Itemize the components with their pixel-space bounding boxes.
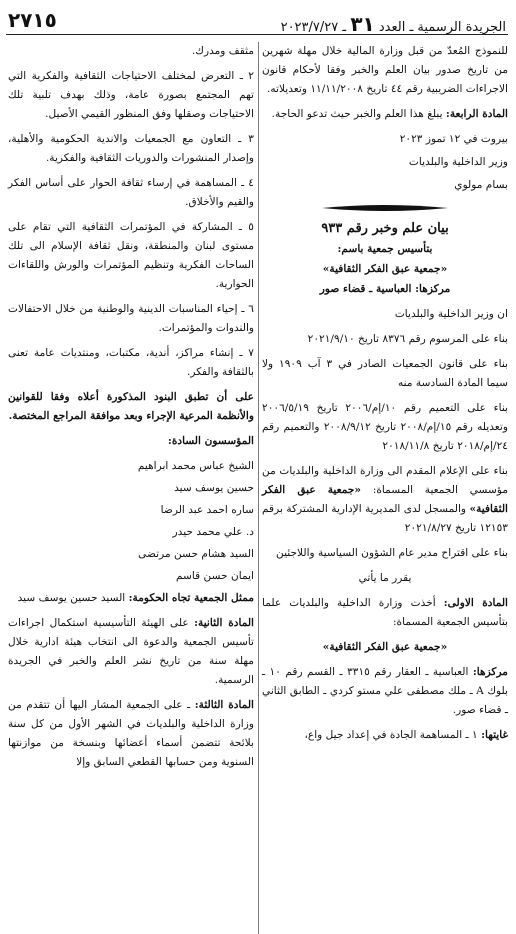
notice-title: بيان علم وخبر رقم ٩٣٣ (321, 221, 449, 236)
recital-1: بناء على المرسوم رقم ٨٣٧٦ تاريخ ٢٠٢١/٩/١٠ (307, 333, 508, 345)
notice-subtitle: بتأسيس جمعية باسم: (337, 243, 433, 255)
article-1-text: أخذت وزارة الداخلية والبلديات علما بتأسيس الجمعية المسماة: (262, 597, 508, 628)
article-4 (262, 105, 508, 124)
association-name-2: «جمعية عبق الفكر الثقافية» (322, 641, 448, 653)
issue-number: ٣١ (350, 12, 375, 36)
recital-4-assoc-name: «جمعية عبق الفكر الثقافية» (262, 484, 508, 515)
goal-item-3: ٣ ـ التعاون مع الجمعيات والاندية الحكومية والأهلية، وإصدار المنشورات والدوريات الثقافية والفكرية. (8, 133, 254, 164)
article-2-label: المادة الثانية: (194, 617, 254, 629)
page-header (8, 8, 506, 34)
hq-text: العباسية ـ العقار رقم ٣٣١٥ ـ القسم رقم ١٠ ـ بلوك A ـ ملك مصطفى علي مستو كردي ـ الطابق الثاني ـ قضاء صور. (262, 666, 508, 716)
goals-paragraph (262, 726, 508, 745)
goals-text: ١ ـ المساهمة الجادة في إعداد جيل واع، (304, 729, 482, 741)
article-2 (8, 614, 254, 690)
goal-item-2: ٢ ـ التعرض لمختلف الاحتياجات الثقافية والفكرية التي تهم المجتمع بصورة عامة، وذلك بهدف تلبية تلك الاحتياجات وصقلها وفق المنظور القيمي الأصيل. (8, 70, 254, 120)
goal-item-6: ٦ ـ إحياء المناسبات الدينية والوطنية من خلال الاحتفالات والندوات والمؤتمرات. (8, 303, 254, 334)
minister-title: وزير الداخلية والبلديات (408, 156, 508, 168)
recital-4 (262, 462, 508, 538)
founder-name: السيد هشام حسن مرتضى (138, 548, 254, 560)
article-1 (262, 594, 508, 632)
recital-4-text-a: بناء على الإعلام المقدم الى وزارة الداخلية والبلديات من مؤسسي الجمعية المسماة: (262, 465, 508, 496)
decision-heading: يقرر ما يأتي (358, 572, 412, 584)
recital-4-text-b: والمسجل لدى المديرية الإدارية المشتركة برقم ١٢١٥٣ تاريخ ٢٠٢١/٨/٢٧ (262, 503, 508, 534)
article-3-label: المادة الثالثة: (194, 699, 254, 711)
founder-name: حسين يوسف سيد (174, 482, 254, 494)
right-column (262, 42, 508, 751)
association-name: «جمعية عبق الفكر الثقافية» (322, 263, 448, 275)
founder-name: ايمان حسن قاسم (175, 570, 254, 582)
intro-line: ان وزير الداخلية والبلديات (394, 308, 508, 320)
place-date: بيروت في ١٢ تموز ٢٠٢٣ (399, 133, 508, 145)
article-3-text: ـ على الجمعية المشار اليها أن تتقدم من وزارة الداخلية والبلديات في الشهر الأول من كل سنة بلائحة تتضمن أسماء أعضائها وبنسخة من موازنتها السنوية ومن حسابها القطعي السابق وإلا (8, 699, 254, 768)
minister-name: بسام مولوي (454, 179, 508, 191)
goals-continuation: مثقف ومدرك. (191, 45, 254, 57)
founder-name: ساره احمد عبد الرضا (160, 504, 254, 516)
signature-block (262, 130, 508, 195)
article-1-label: المادة الاولى: (443, 597, 508, 609)
issue-date: ٢٠٢٣/٧/٢٧ (280, 20, 339, 35)
left-column (8, 42, 254, 778)
recital-3: بناء على التعميم رقم ١٠/إم/٢٠٠٦ تاريخ ٢٠٠٦/٥/١٩ وتعديله رقم ١٥/إم/٢٠٠٨ تاريخ ٢٠٠٨/٩/١٢ والتعميم رقم ٢٤/إم/٢٠١٨ تاريخ ٢٠١٨/١١/٨ (262, 402, 508, 452)
rep-label: ممثل الجمعية تجاه الحكومة: (128, 592, 254, 604)
page-number: ٢٧١٥ (8, 8, 57, 32)
article-4-text: يبلغ هذا العلم والخبر حيث تدعو الحاجة. (271, 108, 443, 120)
article-4-label: المادة الرابعة: (445, 108, 508, 120)
recital-2: بناء على قانون الجمعيات الصادر في ٣ آب ١٩٠٩ ولا سيما المادة السادسة منه (262, 358, 508, 389)
goal-item-7: ٧ ـ إنشاء مراكز، أندية، مكتبات، ومنتديات عامة تعنى بالثقافة والفكر. (8, 347, 254, 378)
goal-item-4: ٤ ـ المساهمة في إرساء ثقافة الحوار على أساس الفكر والقيم والأخلاق. (8, 177, 254, 208)
founder-name: الشيخ عباس محمد ابراهيم (137, 460, 254, 472)
header-rule (6, 34, 508, 35)
recital-5: بناء على اقتراح مدير عام الشؤون السياسية واللاجئين (276, 547, 508, 559)
hq-paragraph (262, 663, 508, 720)
rep-text: السيد حسين يوسف سيد (17, 592, 129, 604)
founders-label: المؤسسون السادة: (167, 435, 254, 447)
government-representative (8, 589, 254, 608)
article-3 (8, 696, 254, 772)
goal-item-5: ٥ ـ المشاركة في المؤتمرات الثقافية التي تقام على مستوى لبنان والمنطقة، ونقل ثقافة الإسلام الى تلك الساحات الفكرية وتنظيم المؤتمرات والورش واللقاءات الحوارية. (8, 221, 254, 290)
article-2-text: على الهيئة التأسيسية استكمال اجراءات تأسيس الجمعية والدعوة الى انتخاب هيئة ادارية خلال مهلة سنة من تاريخ نشر العلم والخبر في الجريدة الرسمية. (8, 617, 254, 686)
continuation-paragraph: للنموذج المُعدّ من قبل وزارة المالية خلال مهلة شهرين من تاريخ صدور بيان العلم والخبر وفقا لأحكام قانون الاجراءات الضريبية رقم ٤٤ تاريخ ١١/١١/٢٠٠٨ وتعديلاته. (262, 45, 508, 95)
association-hq: مركزها: العباسية ـ قضاء صور (319, 283, 451, 295)
divider-ornament (320, 203, 450, 213)
column-divider (258, 42, 259, 934)
compliance-paragraph: على أن تطبق البنود المذكورة أعلاه وفقا للقوانين والأنظمة المرعية الإجراء وبعد موافقة المراجع المختصة. (8, 391, 254, 422)
hq-label: مركزها: (472, 666, 508, 678)
header-prefix: الجريدة الرسمية ـ العدد (378, 20, 506, 35)
founder-name: د. علي محمد حيدر (172, 526, 254, 538)
header-title: الجريدة الرسمية ـ العدد ٣١ ـ ٢٠٢٣/٧/٢٧ (280, 12, 506, 36)
goals-label: غايتها: (481, 729, 508, 741)
